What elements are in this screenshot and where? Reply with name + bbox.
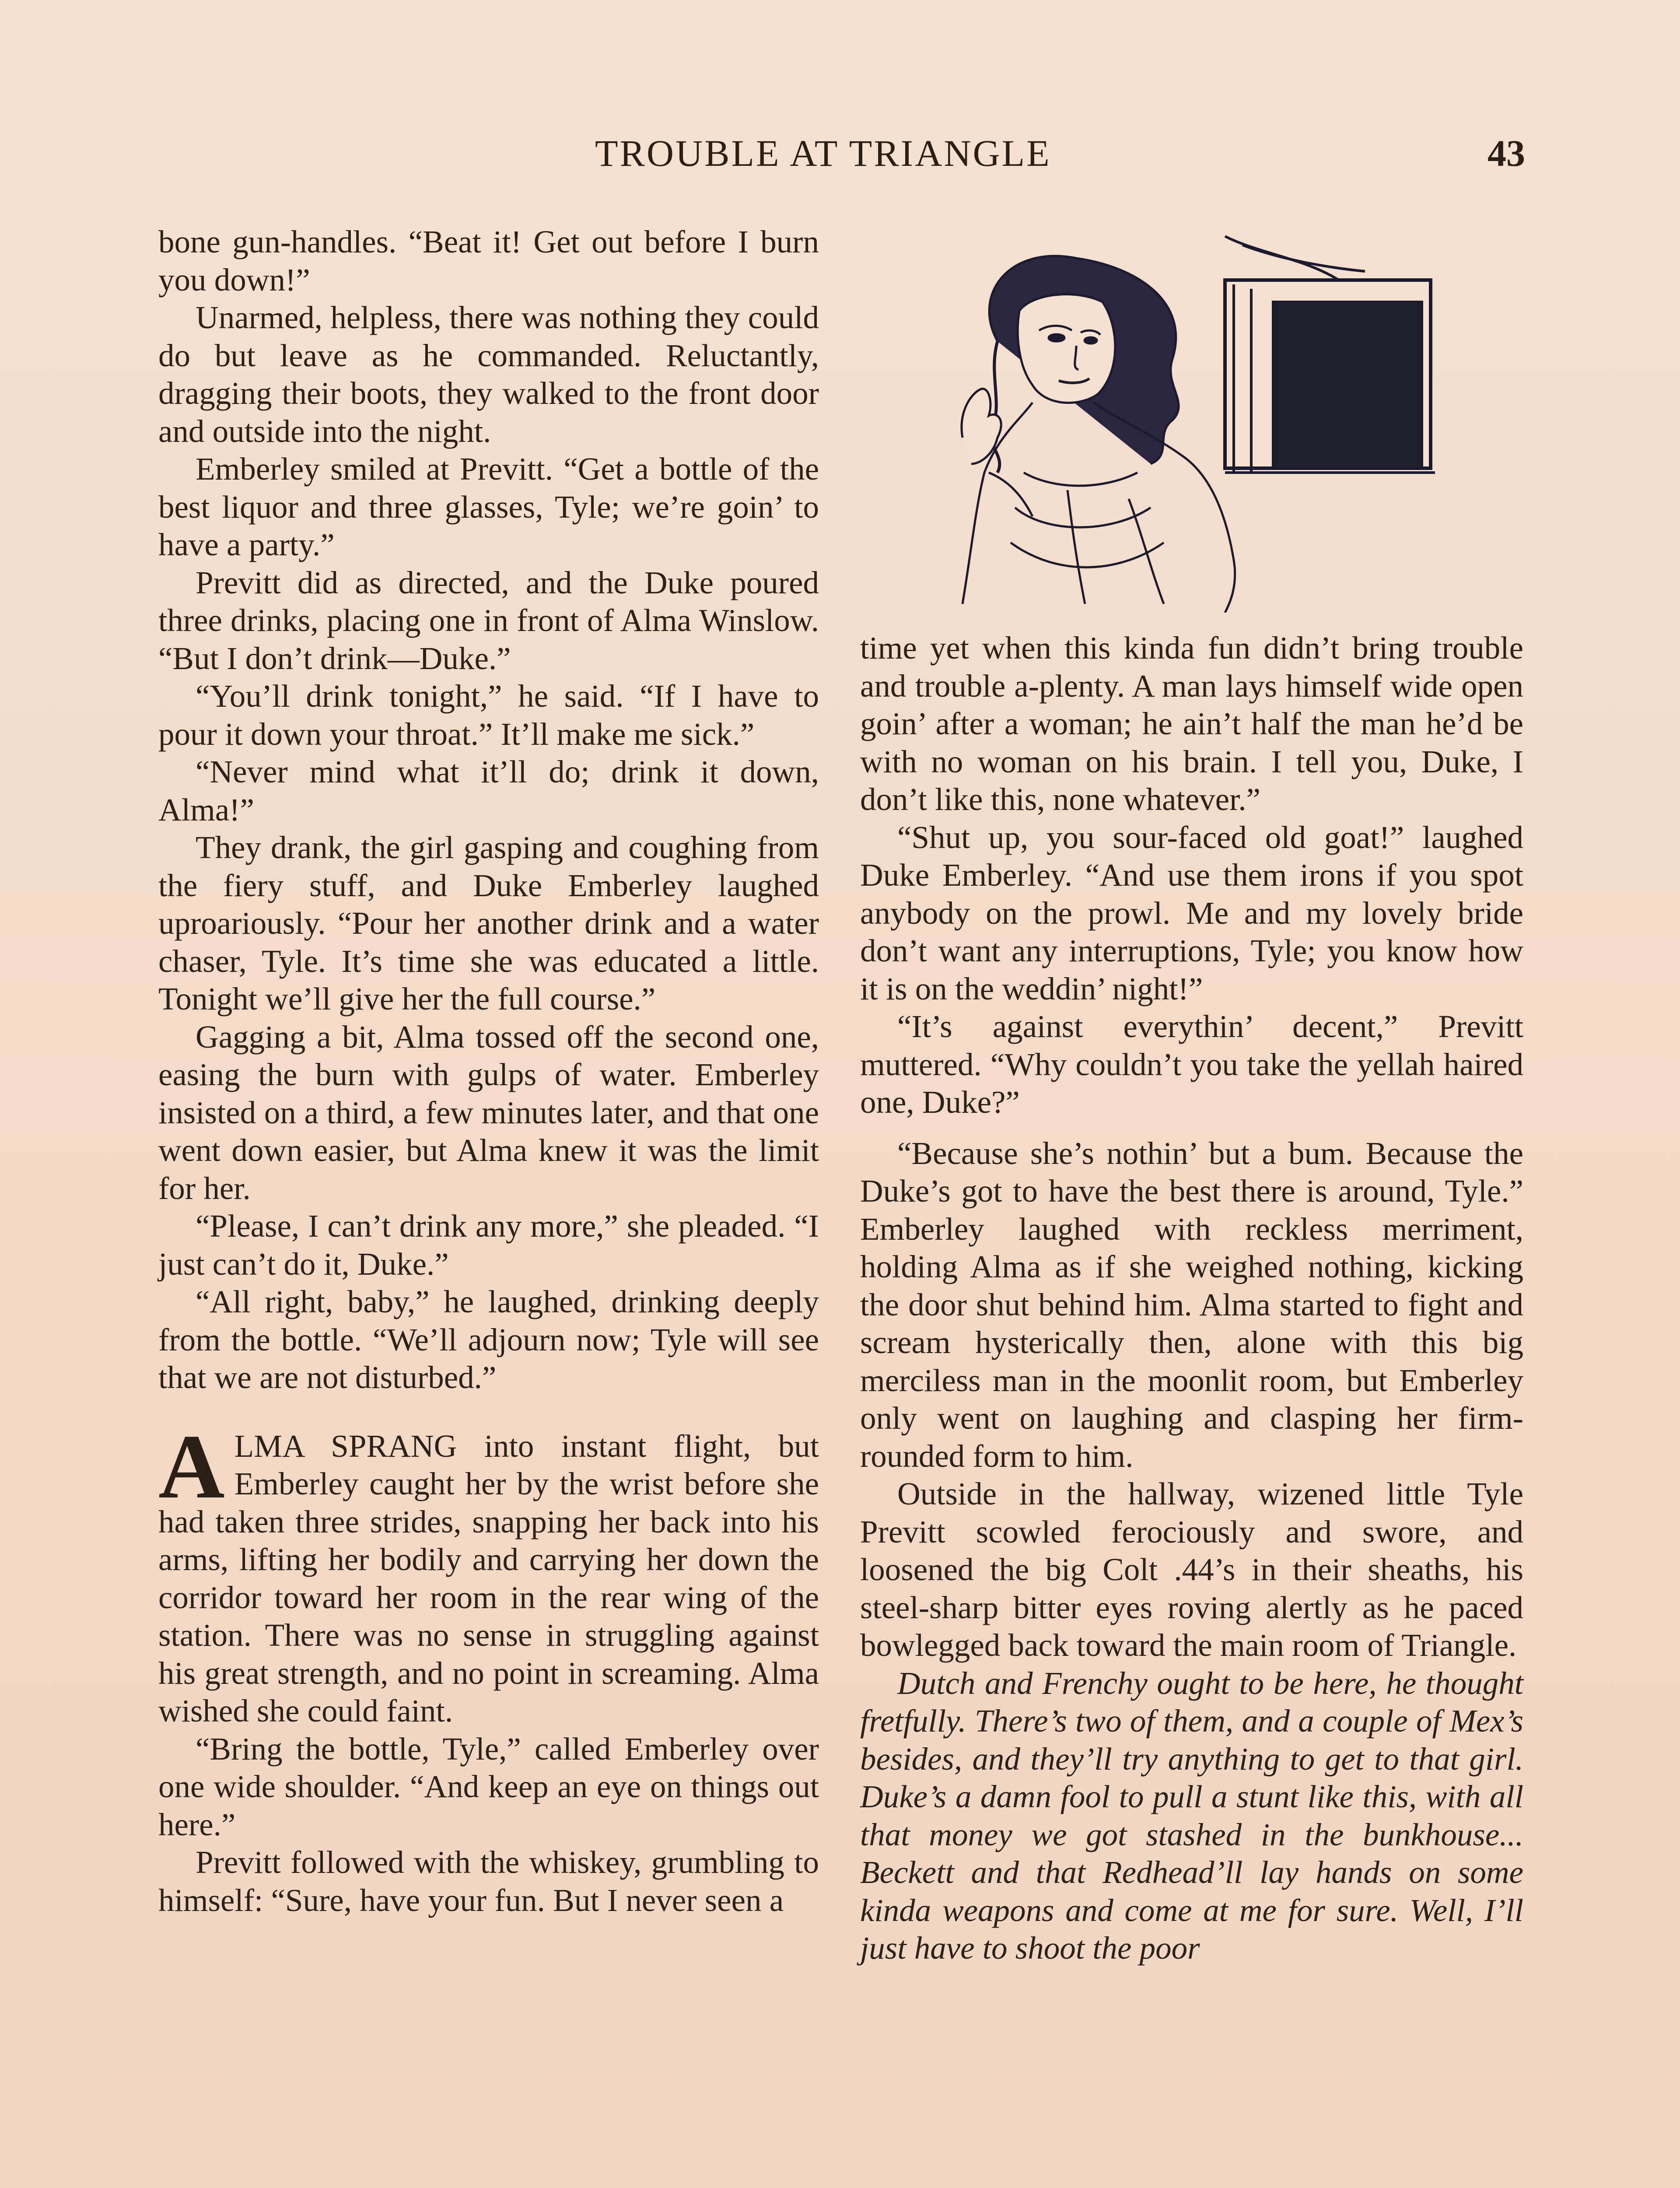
section-opening-paragraph [158,1416,819,1730]
paragraph: Gagging a bit, Alma tossed off the second one, easing the burn with gulps of water. Emberley insisted on a third, a few minutes later, and that one went down easier, but Alma knew it was the limit for her. [158,1019,819,1206]
woman-figure-drawing [962,256,1235,613]
paragraph: Previtt did as directed, and the Duke poured three drinks, placing one in front of Alma Winslow. “But I don’t drink—Duke.” [158,565,819,676]
paragraph: “Shut up, you sour-faced old goat!” laughed Duke Emberley. “And use them irons if you spot anybody on the prowl. Me and my lovely bride don’t want any interruptions, Tyle; you know how it is on the weddin’ night!” [860,819,1523,1006]
section-opening-text: LMA SPRANG into instant flight, but Emberley caught her by the wrist before she had taken three strides, snapping her back into his arms, lifting her bodily and carrying her down the corridor toward her room in the rear wing of the station. There was no sense in struggling against his great strength, and no point in screaming. Alma wished she could faint. [158,1428,819,1729]
paragraph: Previtt followed with the whiskey, grumbling to himself: “Sure, have your fun. But I never seen a [158,1844,819,1918]
paragraph: “You’ll drink tonight,” he said. “If I have to pour it down your throat.” It’ll make me sick.” [158,678,819,752]
paragraph: “All right, baby,” he laughed, drinking deeply from the bottle. “We’ll adjourn now; Tyle will see that we are not disturbed.” [158,1284,819,1395]
paragraph: time yet when this kinda fun didn’t bring trouble and trouble a-plenty. A man lays himself wide open goin’ after a woman; he ain’t half the man he’d be with no woman on his brain. I tell you, Duke, I don’t like this, none whatever.” [860,630,1523,817]
italic-paragraph: Dutch and Frenchy ought to be here, he thought fretfully. There’s two of them, and a couple of Mex’s besides, and they’ll try anything to get to that girl. Duke’s a damn fool to pull a stunt like this, with all that money we got stashed in the bunkhouse... Beckett and that Redhead’ll lay hands on some kinda weapons and come at me for sure. Well, I’ll just have to shoot the poor [860,1665,1523,1966]
running-title: TROUBLE AT TRIANGLE [595,132,1051,174]
paragraph: Outside in the hallway, wizened little Tyle Previtt scowled ferociously and swore, and loosened the big Colt .44’s in their sheaths, his steel-sharp bitter eyes roving alertly as he paced bowlegged back toward the main room of Triangle. [860,1476,1523,1663]
paragraph: “Because she’s nothin’ but a bum. Because the Duke’s got to have the best there is around, Tyle.” Emberley laughed with reckless merriment, holding Alma as if she weighed nothing, kicking the door shut behind him. Alma started to fight and scream hysterically then, alone with this big merciless man in the moonlit room, but Emberley only went on laughing and clasping her firm-rounded form to him. [860,1135,1523,1474]
paragraph: “Bring the bottle, Tyle,” called Emberley over one wide shoulder. “And keep an eye on things out here.” [158,1731,819,1842]
paragraph: “Please, I can’t drink any more,” she pleaded. “I just can’t do it, Duke.” [158,1208,819,1282]
doorway-drawing [1225,236,1435,473]
page-number: 43 [1488,132,1525,174]
paragraph: “Never mind what it’ll do; drink it down, Alma!” [158,754,819,828]
right-column [860,629,1523,1967]
paragraph: bone gun-handles. “Beat it! Get out before I burn you down!” [158,224,819,298]
paragraph: Emberley smiled at Previtt. “Get a bottle of the best liquor and three glasses, Tyle; we’re goin’ to have a party.” [158,451,819,562]
left-column [158,223,819,1919]
paragraph: Unarmed, helpless, there was nothing they could do but leave as he commanded. Reluctantly, dragging their boots, they walked to the front door and outside into the night. [158,300,819,449]
paragraph: “It’s against everythin’ decent,” Previtt muttered. “Why couldn’t you take the yellah haired one, Duke?” [860,1009,1523,1120]
drop-cap: A [158,1416,225,1518]
paragraph: They drank, the girl gasping and coughing from the fiery stuff, and Duke Emberley laughed uproariously. “Pour her another drink and a water chaser, Tyle. It’s time she was educated a little. Tonight we’ll give her the full course.” [158,830,819,1017]
story-illustration [945,228,1457,613]
